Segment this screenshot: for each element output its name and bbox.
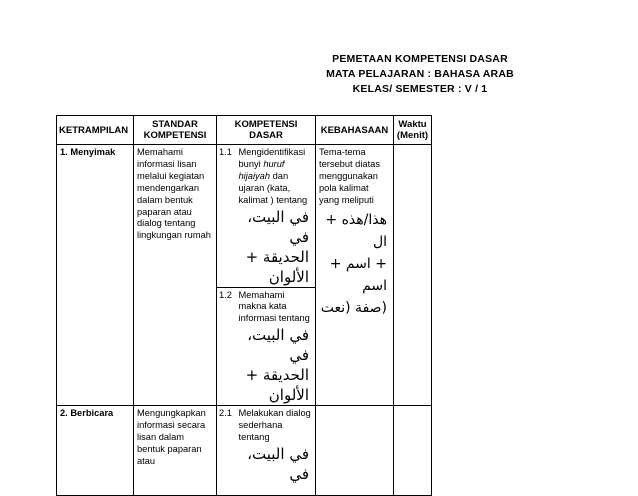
header-ketrampilan: KETRAMPILAN: [57, 116, 134, 145]
waktu-cell: [394, 406, 432, 496]
kd-text-a: Mengidentifikasi bunyi: [238, 147, 306, 169]
title-line-3: KELAS/ SEMESTER : V / 1: [352, 83, 488, 95]
table-row: [57, 145, 432, 288]
kebahasaan-arabic: [319, 209, 391, 319]
standard-cell: Mengungkapkan informasi secara lisan dalam bentuk paparan atau: [134, 406, 217, 496]
header-standar: STANDAR KOMPETENSI: [134, 116, 217, 145]
header-kompetensi: KOMPETENSI DASAR: [217, 116, 316, 145]
header-kebahasaan: KEBAHASAAN: [316, 116, 394, 145]
competency-table: [56, 115, 432, 496]
arabic-line: هذا/هذه + ال: [325, 211, 387, 250]
waktu-cell: [394, 145, 432, 406]
kd-text-c: dan ujaran (kata, kalimat ) tentang: [238, 170, 308, 205]
kd-text: [239, 147, 314, 207]
arabic-line: الحديقة +: [245, 366, 309, 385]
kd-arabic: [239, 444, 314, 484]
kebahasaan-text: Tema-tema tersebut diatas menggunakan pola kalimat yang meliputi: [319, 147, 380, 205]
standard-cell: Memahami informasi lisan melalui kegiatan mendengarkan dalam bentuk paparan atau dialog tentang lingkungan rumah: [134, 145, 217, 406]
arabic-line: في البيت، في: [247, 444, 309, 483]
kd-arabic: [239, 207, 314, 287]
title-line-2: MATA PELAJARAN : BAHASA ARAB: [326, 68, 514, 80]
table-header-row: [57, 116, 432, 145]
kd-number: 1.2: [217, 287, 237, 406]
kd-number: 2.1: [217, 406, 237, 496]
arabic-line: في البيت، في: [247, 207, 309, 246]
arabic-line: الألوان: [268, 386, 309, 405]
kd-cell: [237, 145, 316, 288]
arabic-line: الألوان: [268, 267, 309, 286]
kd-arabic: [239, 325, 314, 405]
arabic-line: + اسم + اسم: [329, 255, 387, 294]
arabic-line: في البيت، في: [247, 326, 309, 365]
table-row: [57, 406, 432, 496]
kd-cell: [237, 287, 316, 406]
kebahasaan-cell: [316, 145, 394, 406]
document-title: [150, 52, 638, 97]
skill-cell: 1. Menyimak: [57, 145, 134, 406]
header-waktu: Waktu (Menit): [394, 116, 432, 145]
kd-text: Memahami makna kata informasi tentang: [238, 289, 310, 324]
arabic-line: (صفة (نعت: [320, 299, 387, 316]
kd-text: Melakukan dialog sederhana tentang: [238, 408, 311, 443]
title-line-1: PEMETAAN KOMPETENSI DASAR: [332, 53, 508, 65]
kd-number: 1.1: [217, 145, 237, 288]
kebahasaan-cell: [316, 406, 394, 496]
kd-cell: [237, 406, 316, 496]
kd-text-b: huruf hijaiyah: [238, 158, 285, 181]
skill-cell: 2. Berbicara: [57, 406, 134, 496]
arabic-line: الحديقة +: [245, 247, 309, 266]
